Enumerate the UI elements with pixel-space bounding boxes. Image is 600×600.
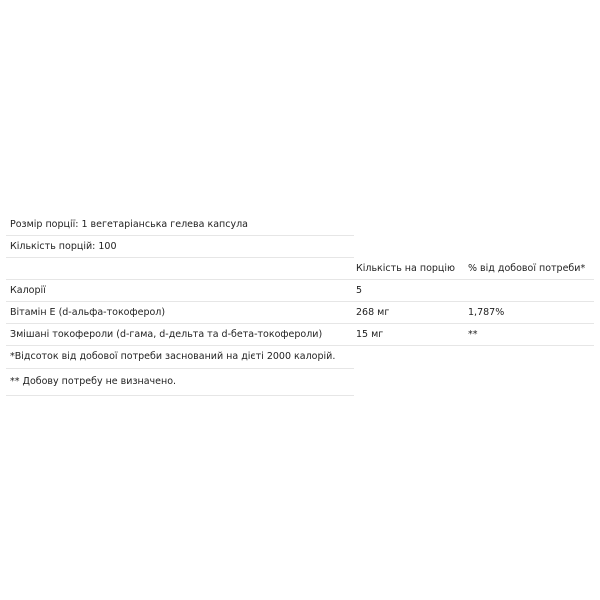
table-row <box>6 280 594 302</box>
servings-count-row <box>6 236 354 258</box>
nutrient-amount: 5 <box>356 285 363 296</box>
supplement-facts-table <box>6 214 594 396</box>
nutrient-name: Вітамін Е (d-альфа-токоферол) <box>10 307 166 318</box>
footnote-row <box>6 346 354 369</box>
nutrient-amount: 15 мг <box>356 329 384 340</box>
daily-value-footnote: *Відсоток від добової потреби заснований на дієті 2000 калорій. <box>10 351 336 362</box>
nutrient-daily-value: 1,787% <box>468 307 505 318</box>
nutrient-amount: 268 мг <box>356 307 390 318</box>
nutrient-name: Змішані токофероли (d-гама, d-дельта та d-бета-токофероли) <box>10 329 323 340</box>
serving-size-row <box>6 214 354 236</box>
footnote-row <box>6 369 354 396</box>
table-header-row <box>6 258 594 280</box>
nutrient-name: Калорії <box>10 285 46 296</box>
table-row <box>6 324 594 346</box>
nutrient-daily-value: ** <box>468 329 478 340</box>
not-established-footnote: ** Добову потребу не визначено. <box>10 376 177 387</box>
servings-count-text: Кількість порцій: 100 <box>10 241 117 252</box>
daily-value-header: % від добової потреби* <box>468 263 586 274</box>
serving-size-text: Розмір порції: 1 вегетаріанська гелева капсула <box>10 219 248 230</box>
amount-per-serving-header: Кількість на порцію <box>356 263 456 274</box>
table-row <box>6 302 594 324</box>
